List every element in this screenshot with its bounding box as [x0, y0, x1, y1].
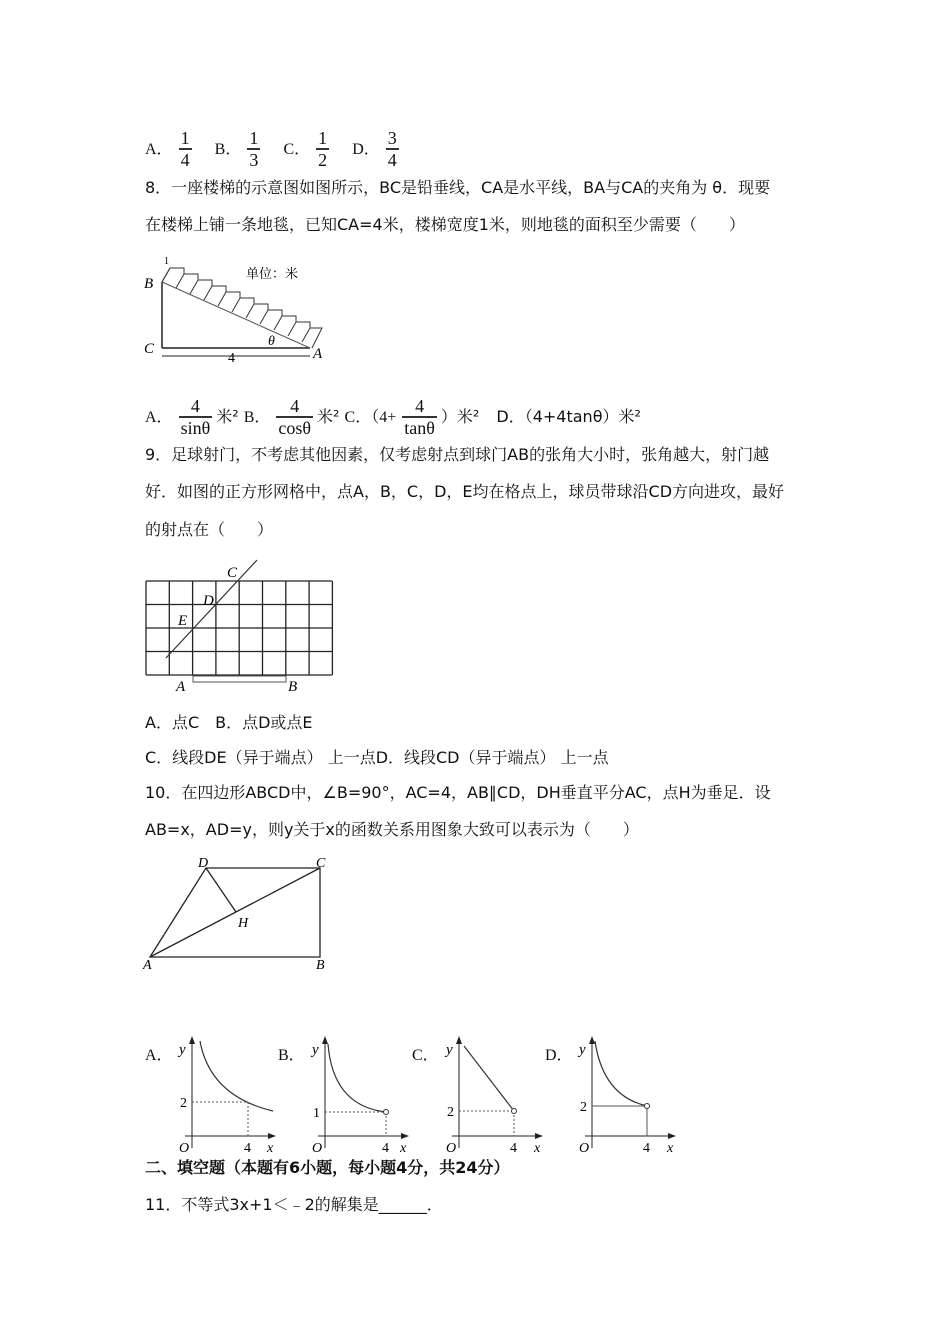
origin-label: O: [312, 1141, 323, 1154]
y-axis-label: y: [179, 1042, 186, 1058]
label-theta: θ: [268, 334, 275, 349]
q9-text-1: 9．足球射门，不考虑其他因素，仅考虑射点到球门AB的张角大小时，张角越大，射门越: [145, 445, 770, 464]
y-mark: 2: [180, 1096, 187, 1111]
origin-label: O: [179, 1141, 190, 1154]
label-width: 1: [164, 256, 169, 267]
label-B: B: [288, 679, 298, 695]
label-C: C: [144, 341, 155, 357]
x-axis-label: x: [400, 1141, 407, 1154]
y-mark: 2: [447, 1105, 454, 1120]
label-D: D: [203, 593, 214, 609]
section-2-heading: 二、填空题（本题有6小题，每小题4分，共24分）: [145, 1158, 510, 1177]
q8-options: [145, 396, 641, 438]
q8-text-1: 8．一座楼梯的示意图如图所示，BC是铅垂线，CA是水平线，BA与CA的夹角为 θ．现要: [145, 178, 771, 197]
q8-option-b[interactable]: B． $\frac{4}{\cos\theta}$ 米²: [243, 396, 340, 438]
q8-text-2: 在楼梯上铺一条地毯，已知CA=4米，楼梯宽度1米，则地毯的面积至少需要（ ）: [145, 215, 745, 234]
q10-text-1: 10．在四边形ABCD中，∠B=90°，AC=4，AB∥CD，DH垂直平分AC，点H为垂足．设: [145, 783, 771, 802]
y-axis-label: y: [312, 1042, 319, 1058]
q8-option-d[interactable]: D．（4+4tanθ）米²: [496, 406, 641, 426]
origin-label: O: [579, 1141, 590, 1154]
q7-option-b[interactable]: B． $\frac{1}{3}$: [214, 128, 259, 170]
label-A: A: [176, 679, 186, 695]
q10-text-2: AB=x，AD=y，则y关于x的函数关系用图象大致可以表示为（ ）: [145, 820, 639, 839]
x-mark: 4: [382, 1141, 389, 1154]
q9-options-1[interactable]: A．点C B．点D或点E: [145, 713, 313, 732]
x-axis-label: x: [267, 1141, 274, 1154]
label-H: H: [238, 916, 249, 931]
label-length: 4: [228, 351, 235, 366]
graph-option-b[interactable]: B． y x O 1 4: [278, 1036, 410, 1154]
q8-option-c[interactable]: C．（4+ $\frac{4}{\tan\theta}$ ）米²: [344, 396, 480, 438]
q7-options: [145, 128, 403, 170]
y-mark: 2: [580, 1100, 587, 1115]
q7-option-d[interactable]: D． $\frac{3}{4}$: [352, 128, 397, 170]
label-B: B: [316, 958, 325, 973]
staircase-figure: [140, 250, 340, 370]
q7-option-a[interactable]: A． $\frac{1}{4}$: [145, 128, 190, 170]
y-axis-label: y: [446, 1042, 453, 1058]
x-axis-label: x: [534, 1141, 541, 1154]
graph-option-d[interactable]: D． y x O 2 4: [545, 1036, 677, 1154]
q9-text-2: 好．如图的正方形网格中，点A，B，C，D，E均在格点上，球员带球沿CD方向进攻，最好: [145, 482, 785, 501]
label-D: D: [198, 856, 209, 871]
x-mark: 4: [643, 1141, 650, 1154]
origin-label: O: [446, 1141, 457, 1154]
q8-option-a[interactable]: A． $\frac{4}{\sin\theta}$ 米²: [145, 396, 239, 438]
label-A: A: [143, 958, 152, 973]
x-mark: 4: [510, 1141, 517, 1154]
label-C: C: [227, 565, 238, 581]
label-B: B: [144, 276, 154, 292]
label-A: A: [313, 346, 323, 362]
quadrilateral-figure: [140, 855, 340, 975]
grid-figure: [140, 555, 340, 695]
label-E: E: [178, 613, 188, 629]
y-axis-label: y: [579, 1042, 586, 1058]
unit-label: 单位：米: [246, 267, 299, 282]
x-axis-label: x: [667, 1141, 674, 1154]
y-mark: 1: [313, 1106, 320, 1121]
graph-option-a[interactable]: A． y x O 2 4: [145, 1036, 277, 1154]
q7-option-c[interactable]: C． $\frac{1}{2}$: [283, 128, 328, 170]
q11-text: 11．不等式3x+1＜﹣2的解集是______．: [145, 1195, 443, 1214]
q9-text-3: 的射点在（ ）: [145, 520, 274, 539]
graph-option-c[interactable]: C． y x O 2 4: [412, 1036, 544, 1154]
label-C: C: [316, 856, 326, 871]
q9-options-2[interactable]: C．线段DE（异于端点） 上一点D．线段CD（异于端点） 上一点: [145, 748, 609, 767]
x-mark: 4: [244, 1141, 251, 1154]
